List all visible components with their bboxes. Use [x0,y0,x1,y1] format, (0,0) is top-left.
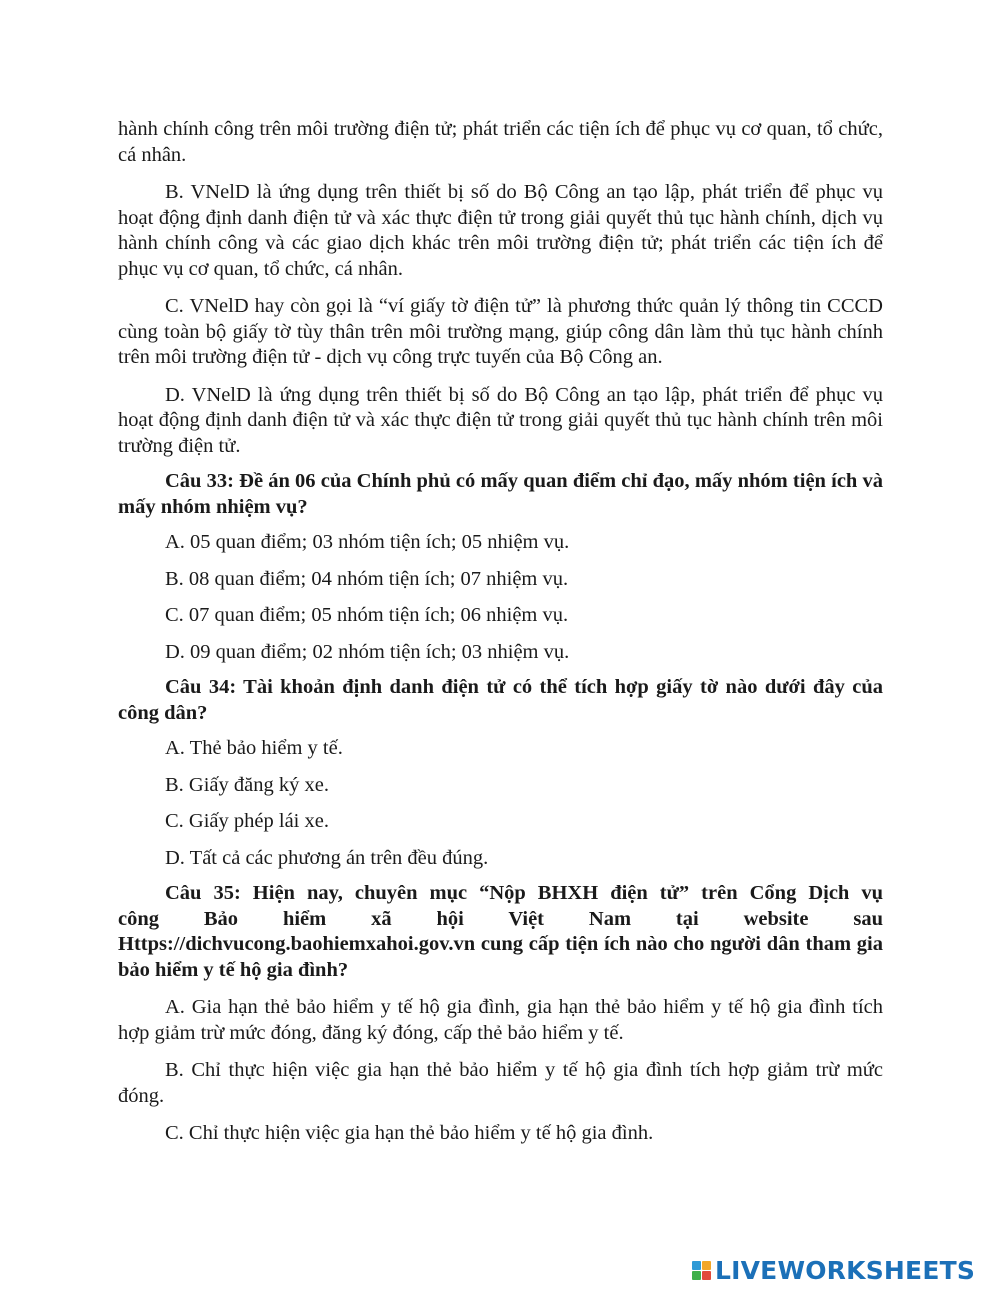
document-page [118,117,883,1147]
logo-square-blue [692,1261,701,1270]
q35-question-line1: Câu 35: Hiện nay, chuyên mục “Nộp BHXH điện tử” trên Cổng Dịch vụ [165,882,883,904]
q34-question: Câu 34: Tài khoản định danh điện tử có thể tích hợp giấy tờ nào dưới đây của công dân? [118,676,883,724]
q35-option-b: B. Chỉ thực hiện việc gia hạn thẻ bảo hiểm y tế hộ gia đình tích hợp giảm trừ mức đóng. [118,1059,883,1107]
liveworksheets-logo-text: LIVEWORKSHEETS [715,1255,976,1285]
q34-option-c: C. Giấy phép lái xe. [165,810,329,832]
logo-square-orange [702,1261,711,1270]
q34-option-d: D. Tất cả các phương án trên đều đúng. [165,846,489,869]
q34-option-b: B. Giấy đăng ký xe. [165,773,329,796]
paragraph-intro: hành chính công trên môi trường điện tử; phát triển các tiện ích để phục vụ cơ quan, tổ chức, cá nhân. [118,118,883,166]
q35-question [118,881,883,983]
q35-question-line2: công Bảo hiểm xã hội Việt Nam tại website sau [118,907,883,930]
q33-option-d: D. 09 quan điểm; 02 nhóm tiện ích; 03 nhiệm vụ. [165,640,570,663]
q33-option-a: A. 05 quan điểm; 03 nhóm tiện ích; 05 nhiệm vụ. [165,531,570,553]
q32-option-b: B. VNelD là ứng dụng trên thiết bị số do Bộ Công an tạo lập, phát triển để phục vụ hoạt động định danh điện tử và xác thực điện tử trong giải quyết thủ tục hành chính, dịch vụ hành chính công và các giao dịch khác trên môi trường điện tử; phát triển các tiện ích để phục vụ cơ quan, tổ chức, cá nhân. [118,181,883,280]
q35-option-c: C. Chỉ thực hiện việc gia hạn thẻ bảo hiểm y tế hộ gia đình. [165,1122,654,1144]
q33-option-b: B. 08 quan điểm; 04 nhóm tiện ích; 07 nhiệm vụ. [165,567,569,590]
q33-option-c: C. 07 quan điểm; 05 nhóm tiện ích; 06 nhiệm vụ. [165,604,569,626]
q35-question-rest: Https://dichvucong.baohiemxahoi.gov.vn cung cấp tiện ích nào cho người dân tham gia bảo hiểm y tế hộ gia đình? [118,933,883,981]
logo-square-green [692,1271,701,1280]
q32-option-d: D. VNelD là ứng dụng trên thiết bị số do Bộ Công an tạo lập, phát triển để phục vụ hoạt động định danh điện tử và xác thực điện tử trong giải quyết thủ tục hành chính trên môi trường điện tử. [118,383,883,457]
liveworksheets-logo-icon [692,1261,711,1280]
q34-option-a: A. Thẻ bảo hiểm y tế. [165,737,343,759]
liveworksheets-watermark [692,1253,975,1287]
q35-option-a: A. Gia hạn thẻ bảo hiểm y tế hộ gia đình, gia hạn thẻ bảo hiểm y tế hộ gia đình tích hợp giảm trừ mức đóng, đăng ký đóng, cấp thẻ bảo hiểm y tế. [118,996,883,1044]
logo-square-red [702,1271,711,1280]
q33-question: Câu 33: Đề án 06 của Chính phủ có mấy quan điểm chỉ đạo, mấy nhóm tiện ích và mấy nhóm nhiệm vụ? [118,470,883,518]
q32-option-c: C. VNelD hay còn gọi là “ví giấy tờ điện tử” là phương thức quản lý thông tin CCCD cùng toàn bộ giấy tờ tùy thân trên môi trường mạng, giúp công dân làm thủ tục hành chính trên môi trường điện tử - dịch vụ công trực tuyến của Bộ Công an. [118,295,883,368]
